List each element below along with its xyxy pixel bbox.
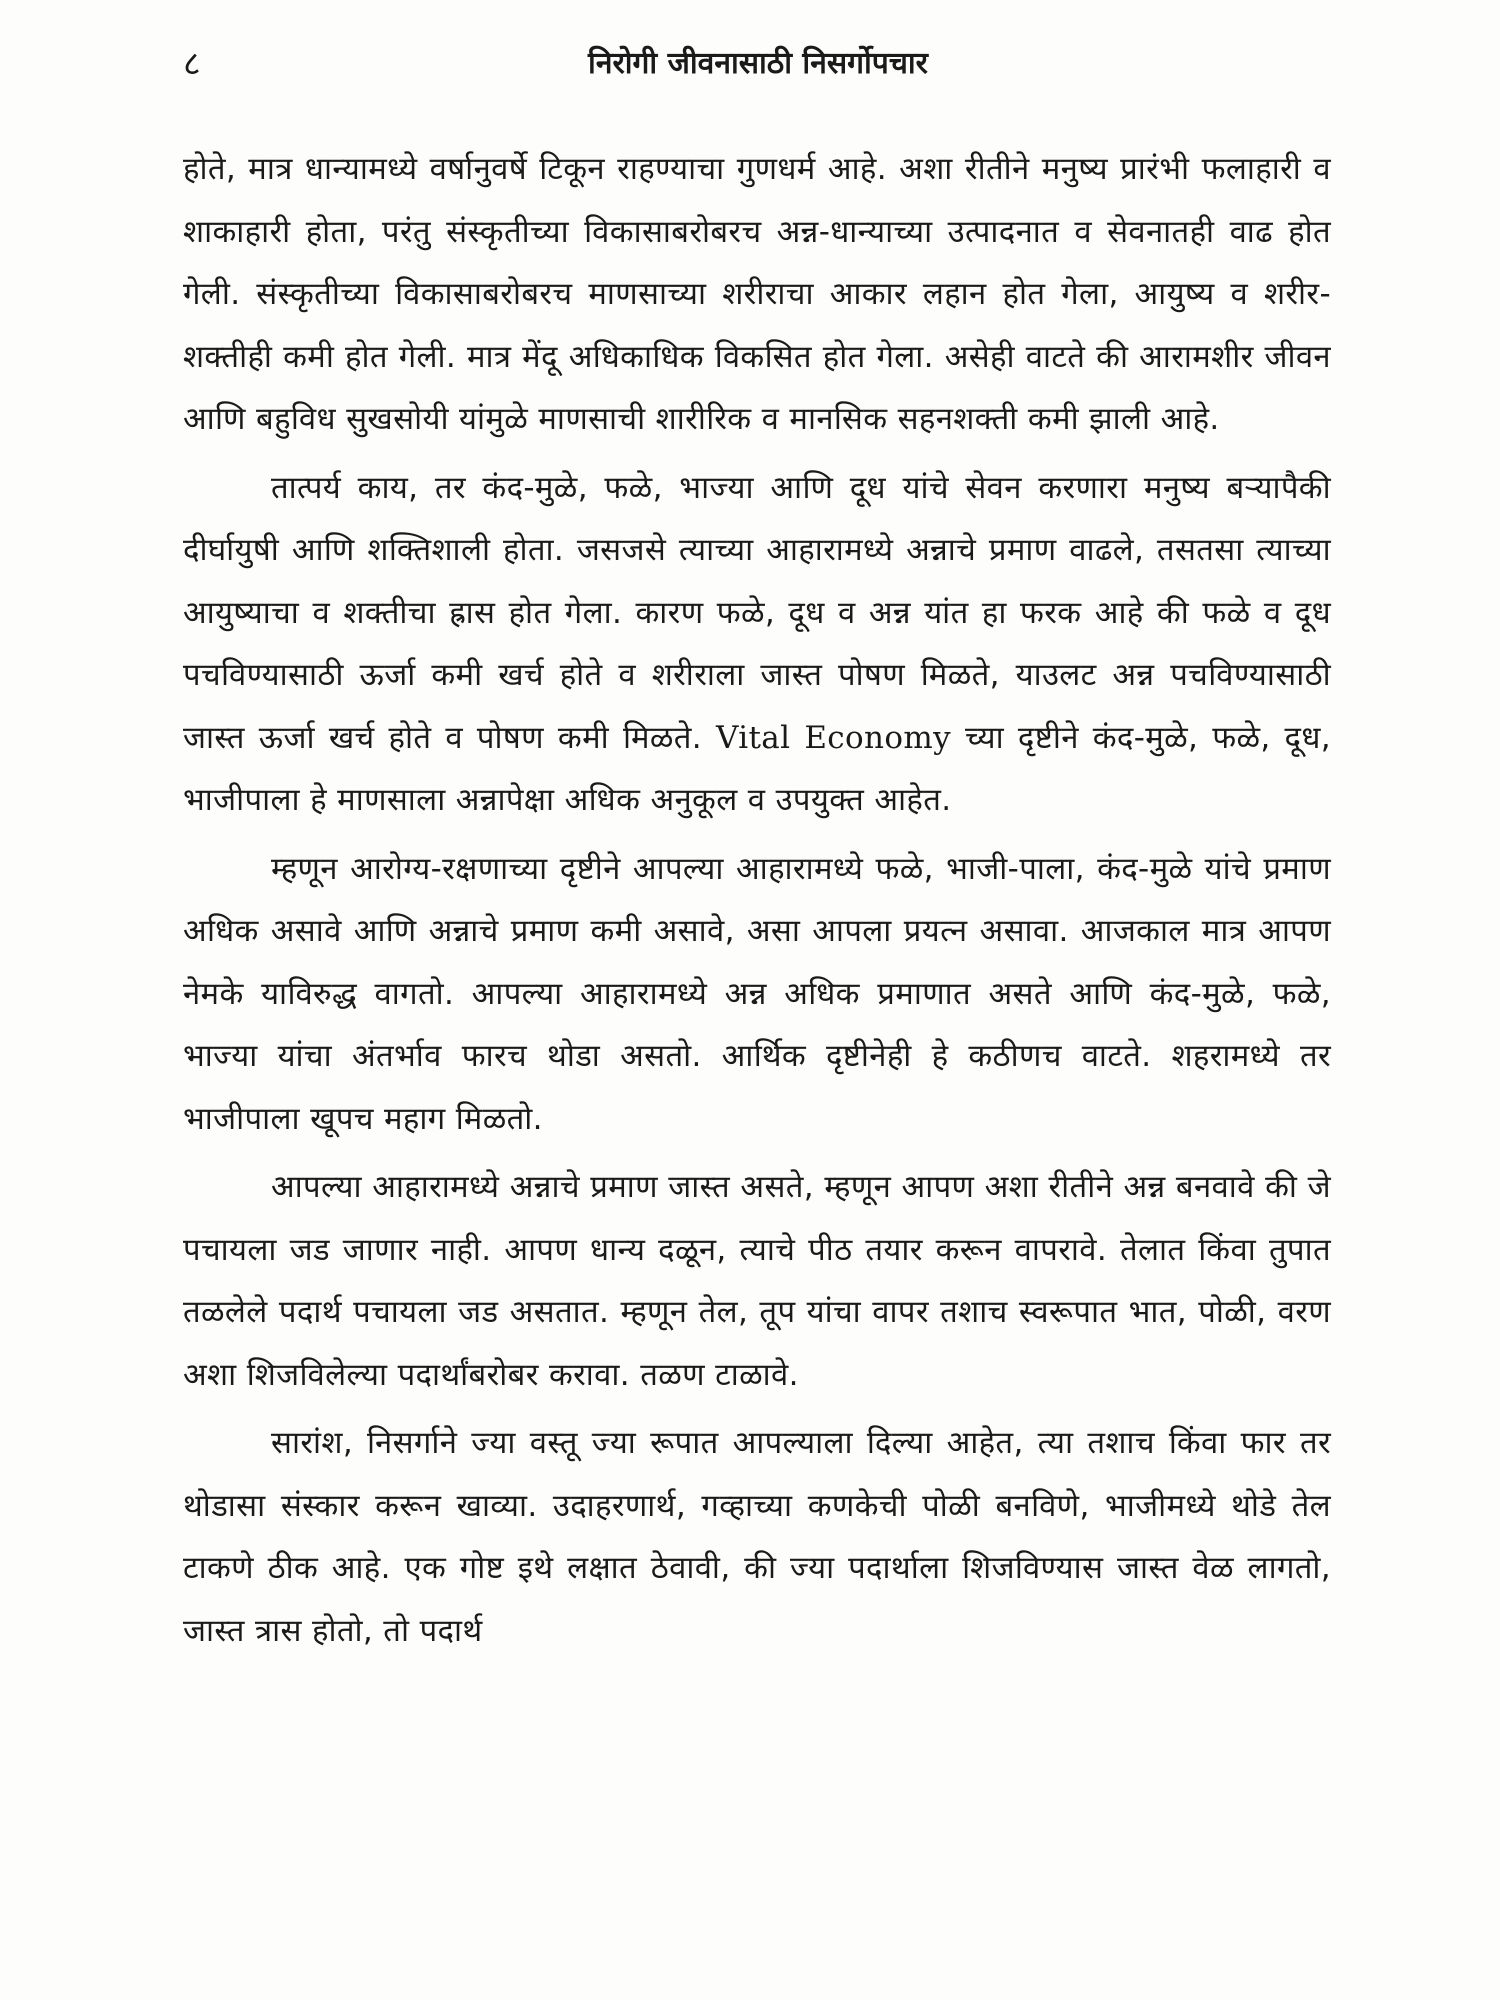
running-title: निरोगी जीवनासाठी निसर्गोपचार: [588, 46, 928, 81]
page-header: [183, 34, 1333, 94]
body-text: [183, 138, 1331, 1662]
page-number: ८: [183, 44, 201, 84]
paragraph-2-tail: च्या दृष्टीने कंद-मुळे, फळे, दूध, भाजीपाला हे माणसाला अन्नापेक्षा अधिक अनुकूल व उपयुक्त आहेत.: [183, 719, 1331, 818]
paragraph-2: [183, 457, 1331, 832]
paragraph-3: म्हणून आरोग्य-रक्षणाच्या दृष्टीने आपल्या आहारामध्ये फळे, भाजी-पाला, कंद-मुळे यांचे प्रमाण अधिक असावे आणि अन्नाचे प्रमाण कमी असावे, असा आपला प्रयत्न असावा. आजकाल मात्र आपण नेमके याविरुद्ध वागतो. आपल्या आहारामध्ये अन्न अधिक प्रमाणात असते आणि कंद-मुळे, फळे, भाज्या यांचा अंतर्भाव फारच थोडा असतो. आर्थिक दृष्टीनेही हे कठीणच वाटते. शहरामध्ये तर भाजीपाला खूपच महाग मिळतो.: [183, 850, 1331, 1137]
paragraph-1: होते, मात्र धान्यामध्ये वर्षानुवर्षे टिकून राहण्याचा गुणधर्म आहे. अशा रीतीने मनुष्य प्रारंभी फलाहारी व शाकाहारी होता, परंतु संस्कृतीच्या विकासाबरोबरच अन्न-धान्याच्या उत्पादनात व सेवनातही वाढ होत गेली. संस्कृतीच्या विकासाबरोबरच माणसाच्या शरीराचा आकार लहान होत गेला, आयुष्य व शरीर-शक्तीही कमी होत गेली. मात्र मेंदू अधिकाधिक विकसित होत गेला. असेही वाटते की आरामशीर जीवन आणि बहुविध सुखसोयी यांमुळे माणसाची शारीरिक व मानसिक सहनशक्ती कमी झाली आहे.: [183, 151, 1331, 437]
paragraph-4: आपल्या आहारामध्ये अन्नाचे प्रमाण जास्त असते, म्हणून आपण अशा रीतीने अन्न बनवावे की जे पचायला जड जाणार नाही. आपण धान्य दळून, त्याचे पीठ तयार करून वापरावे. तेलात किंवा तुपात तळलेले पदार्थ पचायला जड असतात. म्हणून तेल, तूप यांचा वापर तशाच स्वरूपात भात, पोळी, वरण अशा शिजविलेल्या पदार्थांबरोबर करावा. तळण टाळावे.: [183, 1169, 1331, 1393]
paragraph-2-text: तात्पर्य काय, तर कंद-मुळे, फळे, भाज्या आणि दूध यांचे सेवन करणारा मनुष्य बऱ्यापैकी दीर्घायुषी आणि शक्तिशाली होता. जसजसे त्याच्या आहारामध्ये अन्नाचे प्रमाण वाढले, तसतसा त्याच्या आयुष्याचा व शक्तीचा ह्रास होत गेला. कारण फळे, दूध व अन्न यांत हा फरक आहे की फळे व दूध पचविण्यासाठी ऊर्जा कमी खर्च होते व शरीराला जास्त पोषण मिळते, याउलट अन्न पचविण्यासाठी जास्त ऊर्जा खर्च होते व पोषण कमी मिळते.: [183, 469, 1331, 756]
vital-economy-term: Vital Economy: [716, 719, 951, 756]
paragraph-5: सारांश, निसर्गाने ज्या वस्तू ज्या रूपात आपल्याला दिल्या आहेत, त्या तशाच किंवा फार तर थोडासा संस्कार करून खाव्या. उदाहरणार्थ, गव्हाच्या कणकेची पोळी बनविणे, भाजीमध्ये थोडे तेल टाकणे ठीक आहे. एक गोष्ट इथे लक्षात ठेवावी, की ज्या पदार्थाला शिजविण्यास जास्त वेळ लागतो, जास्त त्रास होतो, तो पदार्थ: [183, 1425, 1331, 1649]
